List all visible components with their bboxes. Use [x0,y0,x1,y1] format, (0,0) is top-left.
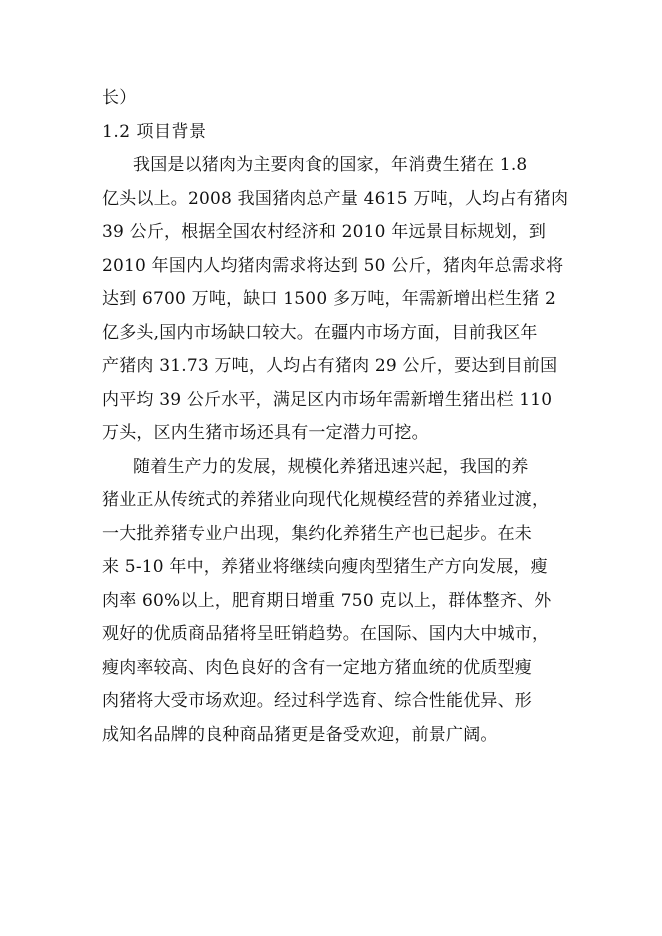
paragraph-line: 瘦肉率较高、肉色良好的含有一定地方猪血统的优质型瘦 [102,657,532,678]
paragraph-market-demand [102,149,569,451]
paragraph-line: 39 公斤，根据全国农村经济和 2010 年远景目标规划，到 [102,222,547,242]
paragraph-line: 一大批养猪专业户出现，集约化养猪生产也已起步。在未 [102,523,532,544]
section-heading: 1.2 项目背景 [102,121,207,142]
paragraph-line: 观好的优质商品猪将呈旺销趋势。在国际、国内大中城市， [102,624,550,644]
paragraph-industry-trend [102,451,562,753]
paragraph-line: 内平均 39 公斤水平，满足区内市场年需新增生猪出栏 110 [102,389,553,410]
paragraph-line: 2010 年国内人均猪肉需求将达到 50 公斤，猪肉年总需求将 [102,255,564,276]
paragraph-line: 万头，区内生猪市场还具有一定潜力可挖。 [102,423,429,443]
top-fragment: 长） [102,88,137,108]
paragraph-line: 成知名品牌的良种商品猪更是备受欢迎，前景广阔。 [102,724,498,745]
paragraph-line: 亿多头,国内市场缺口较大。在疆内市场方面，目前我区年 [102,322,538,343]
paragraph-line: 肉猪将大受市场欢迎。经过科学选育、综合性能优异、形 [102,691,532,711]
paragraph-line: 来 5-10 年中，养猪业将继续向瘦肉型猪生产方向发展，瘦 [102,557,548,577]
paragraph-line: 达到 6700 万吨，缺口 1500 多万吨，年需新增出栏生猪 2 [102,289,556,309]
paragraph-line: 猪业正从传统式的养猪业向现代化规模经营的养猪业过渡， [102,490,550,510]
paragraph-line: 肉率 60%以上，肥育期日增重 750 克以上，群体整齐、外 [102,590,552,611]
paragraph-line: 产猪肉 31.73 万吨，人均占有猪肉 29 公斤，要达到目前国 [102,356,558,376]
paragraph-line: 亿头以上。2008 我国猪肉总产量 4615 万吨，人均占有猪肉 [102,188,569,209]
document-body [102,82,569,752]
paragraph-line: 随着生产力的发展，规模化养猪迅速兴起，我国的养 [133,456,529,477]
paragraph-line: 我国是以猪肉为主要肉食的国家，年消费生猪在 1.8 [133,155,528,175]
